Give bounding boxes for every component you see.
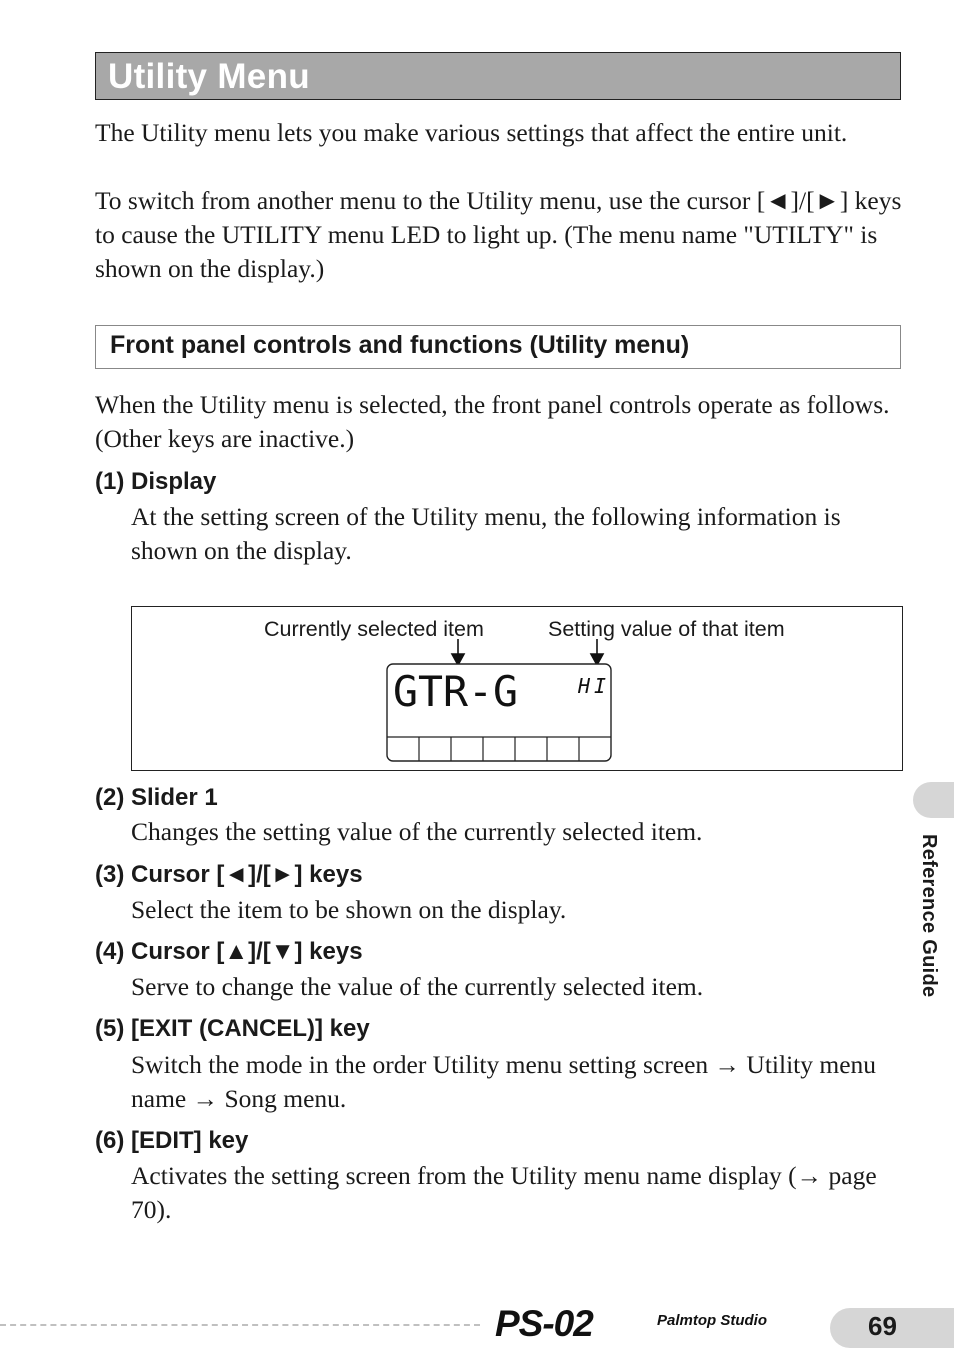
label-currently-selected-item: Currently selected item <box>264 617 484 641</box>
item-body-exit-key: Switch the mode in the order Utility menu setting screen → Utility menu name → Song menu. <box>131 1050 877 1113</box>
item-body-cursor-left-right: Select the item to be shown on the display. <box>131 895 567 924</box>
item-title: [EXIT (CANCEL)] key <box>131 1015 370 1042</box>
item-heading-edit-key <box>95 1127 248 1155</box>
item-number: (2) <box>95 784 125 811</box>
section-heading: Front panel controls and functions (Utility menu) <box>110 331 690 359</box>
item-number: (1) <box>95 468 125 495</box>
display-diagram <box>131 606 903 771</box>
arrow-down-icon <box>452 639 464 665</box>
item-number: (6) <box>95 1127 125 1154</box>
item-title: Slider 1 <box>131 784 218 811</box>
lcd-illustration <box>131 606 903 771</box>
page-number: 69 <box>868 1311 897 1341</box>
section-intro: When the Utility menu is selected, the front panel controls operate as follows. (Other keys are inactive.) <box>95 390 890 453</box>
section-heading-bar <box>95 325 901 369</box>
lcd-main-text: GTR-G <box>392 666 518 716</box>
intro-paragraph-1: The Utility menu lets you make various settings that affect the entire unit. <box>95 118 848 147</box>
item-heading-cursor-up-down <box>95 938 363 966</box>
page-title: Utility Menu <box>108 57 310 96</box>
footer-divider <box>0 1324 480 1326</box>
brand-logo: PS-02 <box>495 1303 593 1344</box>
label-setting-value: Setting value of that item <box>548 617 785 641</box>
lcd-value-text: HI <box>577 673 610 698</box>
item-title: [EDIT] key <box>131 1127 249 1154</box>
item-heading-cursor-left-right <box>95 861 363 889</box>
brand-subtitle: Palmtop Studio <box>657 1312 767 1329</box>
side-tab-label: Reference Guide <box>918 834 940 998</box>
item-title: Display <box>131 468 217 495</box>
item-heading-slider <box>95 784 218 812</box>
item-title: Cursor [◄]/[►] keys <box>131 861 363 888</box>
item-number: (4) <box>95 938 125 965</box>
item-title: Cursor [▲]/[▼] keys <box>131 938 363 965</box>
item-body-display: At the setting screen of the Utility menu, the following information is shown on the display. <box>131 502 841 565</box>
item-heading-display <box>95 468 216 496</box>
item-body-edit-key: Activates the setting screen from the Utility menu name display (→ page 70). <box>131 1161 877 1224</box>
item-body-cursor-up-down: Serve to change the value of the currently selected item. <box>131 972 704 1001</box>
item-body-slider: Changes the setting value of the currently selected item. <box>131 817 703 846</box>
item-heading-exit-key <box>95 1015 370 1043</box>
intro-paragraph-2: To switch from another menu to the Utility menu, use the cursor [◄]/[►] keys to cause the UTILITY menu LED to light up. (The menu name "UTILTY" is shown on the display.) <box>95 186 902 283</box>
side-tab-marker <box>913 782 954 818</box>
arrow-down-icon <box>591 639 603 665</box>
item-number: (3) <box>95 861 125 888</box>
page-title-bar <box>95 52 901 100</box>
item-number: (5) <box>95 1015 125 1042</box>
